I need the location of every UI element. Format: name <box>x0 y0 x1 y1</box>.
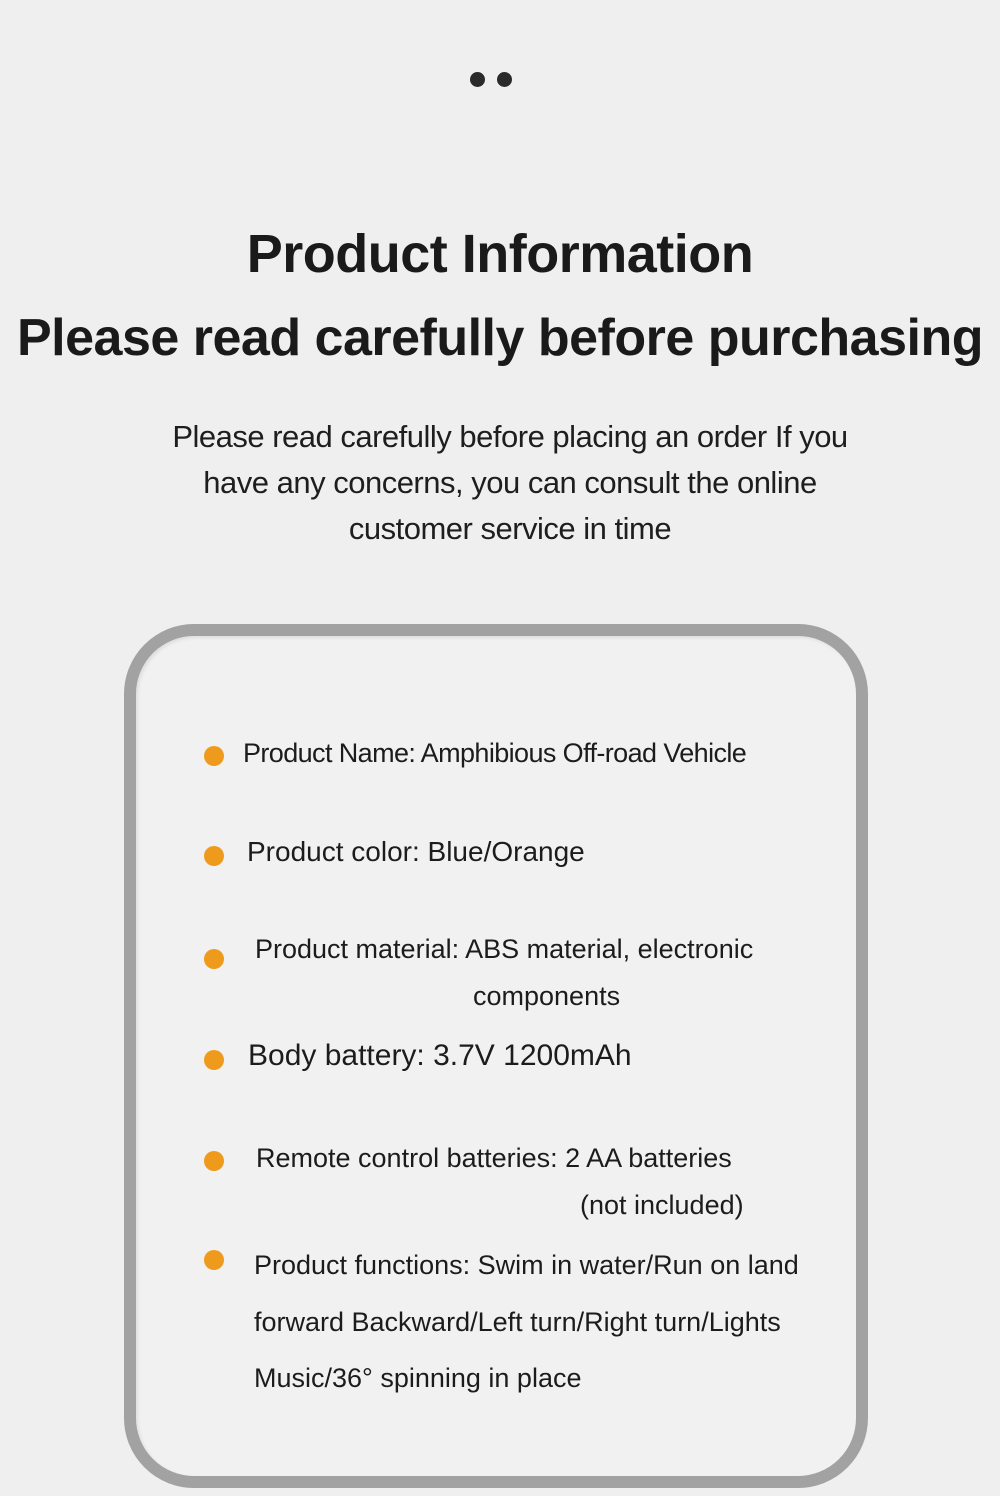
intro-line: customer service in time <box>348 511 672 546</box>
spec-product-functions-cont: Music/36° spinning in place <box>254 1363 582 1393</box>
bullet-icon <box>204 1250 224 1270</box>
spec-product-material-cont: components <box>473 981 621 1011</box>
page-title: Product Information <box>246 224 754 284</box>
bullet-icon <box>204 846 224 866</box>
spec-remote-batteries: Remote control batteries: 2 AA batteries <box>256 1143 732 1173</box>
spec-product-color: Product color: Blue/Orange <box>247 836 585 867</box>
spec-remote-batteries-note: (not included) <box>580 1190 744 1220</box>
spec-product-functions-cont: forward Backward/Left turn/Right turn/Lights <box>254 1307 781 1337</box>
bullet-icon <box>204 1050 224 1070</box>
pagination-dot <box>470 72 485 87</box>
bullet-icon <box>204 1151 224 1171</box>
product-info-card <box>124 624 868 1488</box>
pagination-dots <box>470 72 512 87</box>
page-subtitle: Please read carefully before purchasing <box>16 309 983 367</box>
pagination-dot <box>497 72 512 87</box>
spec-product-functions: Product functions: Swim in water/Run on land <box>254 1250 799 1280</box>
intro-line: have any concerns, you can consult the online <box>203 465 817 500</box>
bullet-icon <box>204 746 224 766</box>
spec-body-battery: Body battery: 3.7V 1200mAh <box>248 1039 632 1072</box>
intro-text <box>110 414 910 552</box>
intro-line: Please read carefully before placing an order If you <box>172 419 848 454</box>
spec-product-material: Product material: ABS material, electronic <box>255 934 754 964</box>
spec-product-name: Product Name: Amphibious Off-road Vehicle <box>243 738 747 768</box>
bullet-icon <box>204 949 224 969</box>
